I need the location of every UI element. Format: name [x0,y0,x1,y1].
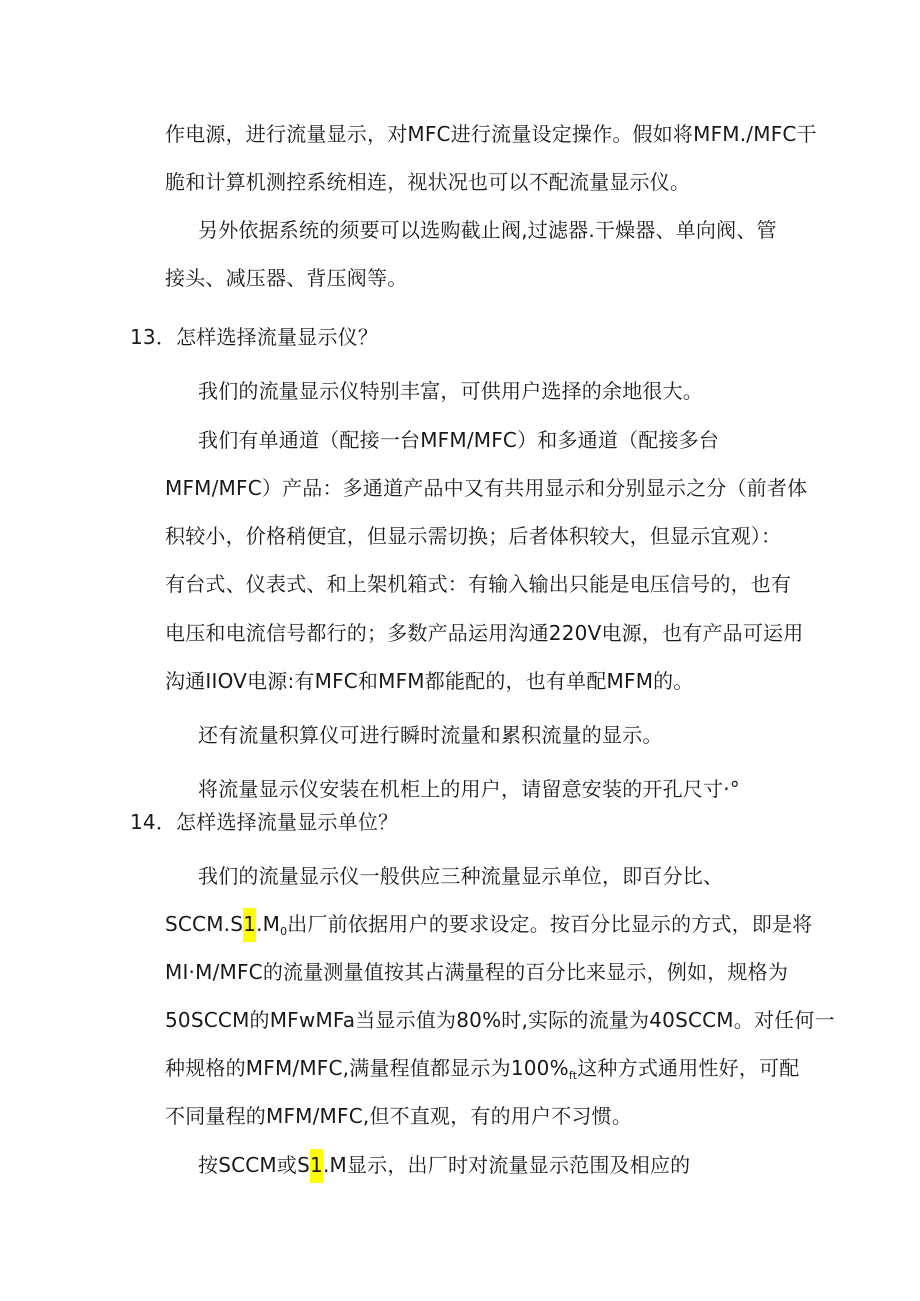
text-line: 我们有单通道（配接一台MFM/MFC）和多通道（配接多台 [198,428,720,452]
subscript-text: ft [568,1069,578,1082]
text-line: MI·M/MFC的流量测量值按其占满量程的百分比来显示，例如，规格为 [165,960,789,984]
text-line: 不同量程的MFM/MFC,但不直观，有的用户不习惯。 [165,1104,633,1128]
text-line [165,910,813,946]
text-line: 作电源，进行流量显示，对MFC进行流量设定操作。假如将MFM./MFC干 [165,122,817,146]
text-line: 将流量显示仪安装在机柜上的用户，请留意安装的开孔尺寸·° [198,777,740,801]
text-line: 50SCCM的MFwMFa当显示值为80%时,实际的流量为40SCCM。对任何一 [165,1008,835,1032]
text-segment: 种规格的MFM/MFC,满量程值都显示为100% [165,1056,569,1080]
text-segment: .M [256,912,281,936]
text-segment: SCCM.S [165,912,244,936]
text-line [198,1151,690,1179]
text-line: MFM/MFC）产品：多通道产品中又有共用显示和分别显示之分（前者体 [165,476,808,500]
text-line: 我们的流量显示仪特别丰富，可供用户选择的余地很大。 [198,379,703,403]
text-line: 我们的流量显示仪一般供应三种流量显示单位，即百分比、 [198,864,724,888]
highlighted-text: 1 [243,908,256,942]
text-line: 沟通IIOV电源:有MFC和MFM都能配的，也有单配MFM的。 [165,669,694,693]
text-segment: S [297,1153,310,1177]
section-heading: 14．怎样选择流量显示单位？ [130,810,399,834]
text-line: 积较小，价格稍便宜，但显示需切换；后者体积较大，但显示宜观）： [165,524,782,548]
text-line: 脆和计算机测控系统相连，视状况也可以不配流量显示仪。 [165,170,691,194]
section-heading: 13．怎样选择流量显示仪？ [130,325,379,349]
text-segment: 出厂前依据用户的要求设定。按百分比显示的方式，即是将 [287,912,813,936]
text-segment: . [322,1153,330,1177]
text-line: 另外依据系统的须要可以选购截止阀,过滤器.干燥器、单向阀、管 [198,218,777,242]
text-segment: 按SCCM或 [198,1153,298,1177]
highlighted-text: 1 [310,1149,323,1183]
text-line [165,1054,799,1090]
text-line: 有台式、仪表式、和上架机箱式：有输入输出只能是电压信号的，也有 [165,572,792,596]
text-line: 接头、减压器、背压阀等。 [165,266,408,290]
text-line: 还有流量积算仪可进行瞬时流量和累积流量的显示。 [198,723,663,747]
text-line: 电压和电流信号都行的；多数产品运用沟通220V电源，也有产品可运用 [165,621,804,645]
text-segment: M显示，出厂时对流量显示范围及相应的 [329,1153,691,1177]
text-segment: 这种方式通用性好，可配 [577,1056,800,1080]
subscript-text: 0 [280,925,288,938]
